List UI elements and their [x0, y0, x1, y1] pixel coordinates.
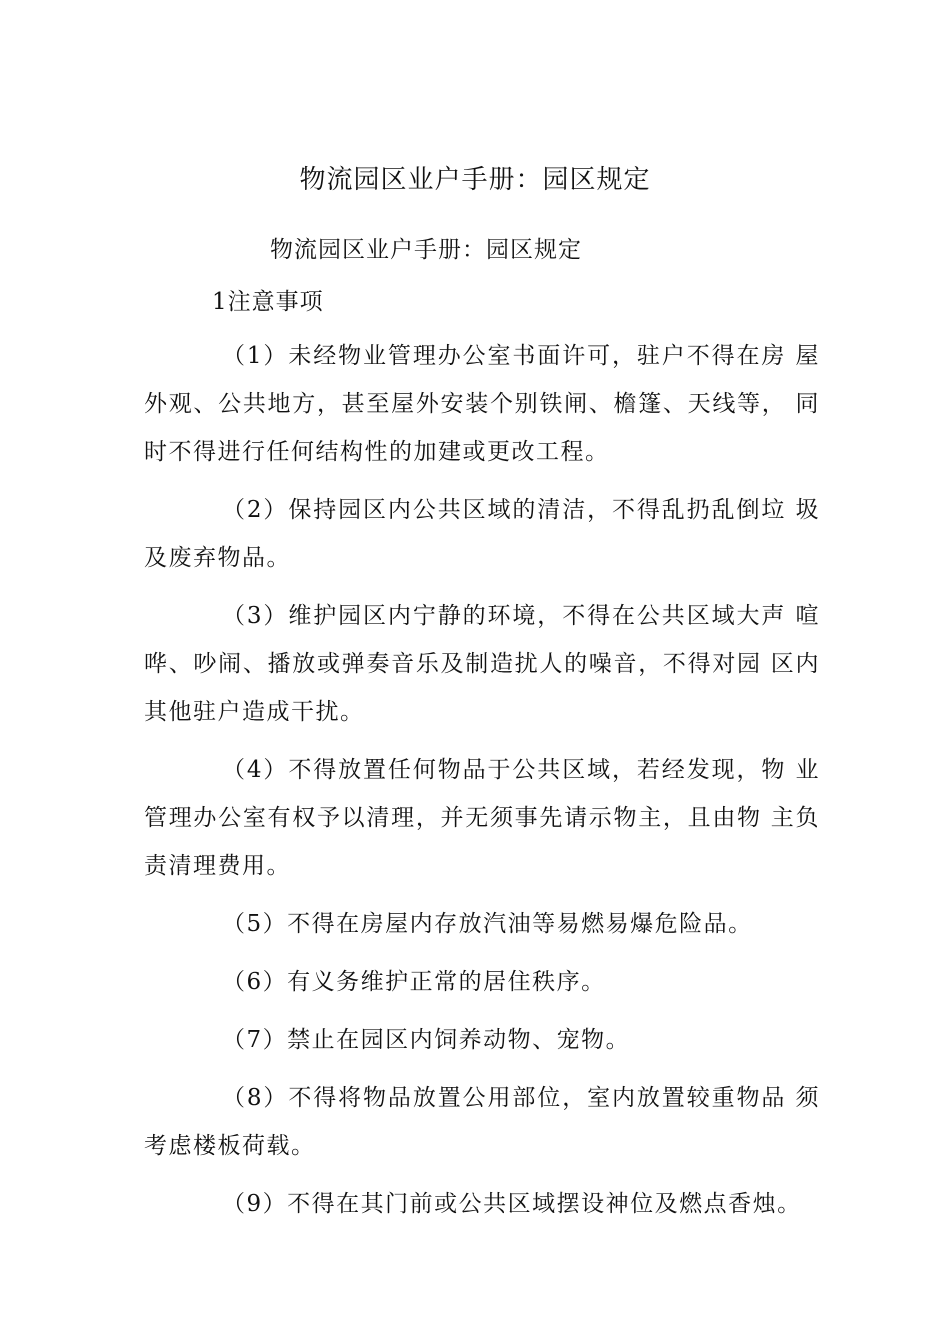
rules-body	[144, 332, 820, 1238]
rule-paragraph-5: （5）不得在房屋内存放汽油等易燃易爆危险品。	[222, 911, 753, 937]
document-title: 物流园区业户手册：园区规定	[299, 165, 651, 195]
rule-paragraph-3: （3）维护园区内宁静的环境，不得在公共区域大声 喧哗、吵闹、播放或弹奏音乐及制造扰人的噪音，不得对园 区内其他驻户造成干扰。	[144, 603, 820, 725]
section-heading: 1注意事项	[212, 289, 324, 315]
rule-paragraph-8: （8）不得将物品放置公用部位，室内放置较重物品 须考虑楼板荷载。	[144, 1085, 820, 1159]
rule-paragraph-2: （2）保持园区内公共区域的清洁，不得乱扔乱倒垃 圾及废弃物品。	[144, 497, 820, 571]
rule-paragraph-6: （6）有义务维护正常的居住秩序。	[222, 969, 606, 995]
rule-paragraph-7: （7）禁止在园区内饲养动物、宠物。	[222, 1027, 631, 1053]
rule-paragraph-4: （4）不得放置任何物品于公共区域，若经发现，物 业管理办公室有权予以清理，并无须事先请示物主，且由物 主负责清理费用。	[144, 757, 820, 879]
rule-paragraph-9: （9）不得在其门前或公共区域摆设神位及燃点香烛。	[222, 1191, 802, 1217]
document-subtitle: 物流园区业户手册：园区规定	[270, 237, 582, 263]
rule-paragraph-1: （1）未经物业管理办公室书面许可，驻户不得在房 屋外观、公共地方，甚至屋外安装个别铁闸、檐篷、天线等， 同时不得进行任何结构性的加建或更改工程。	[144, 343, 820, 465]
